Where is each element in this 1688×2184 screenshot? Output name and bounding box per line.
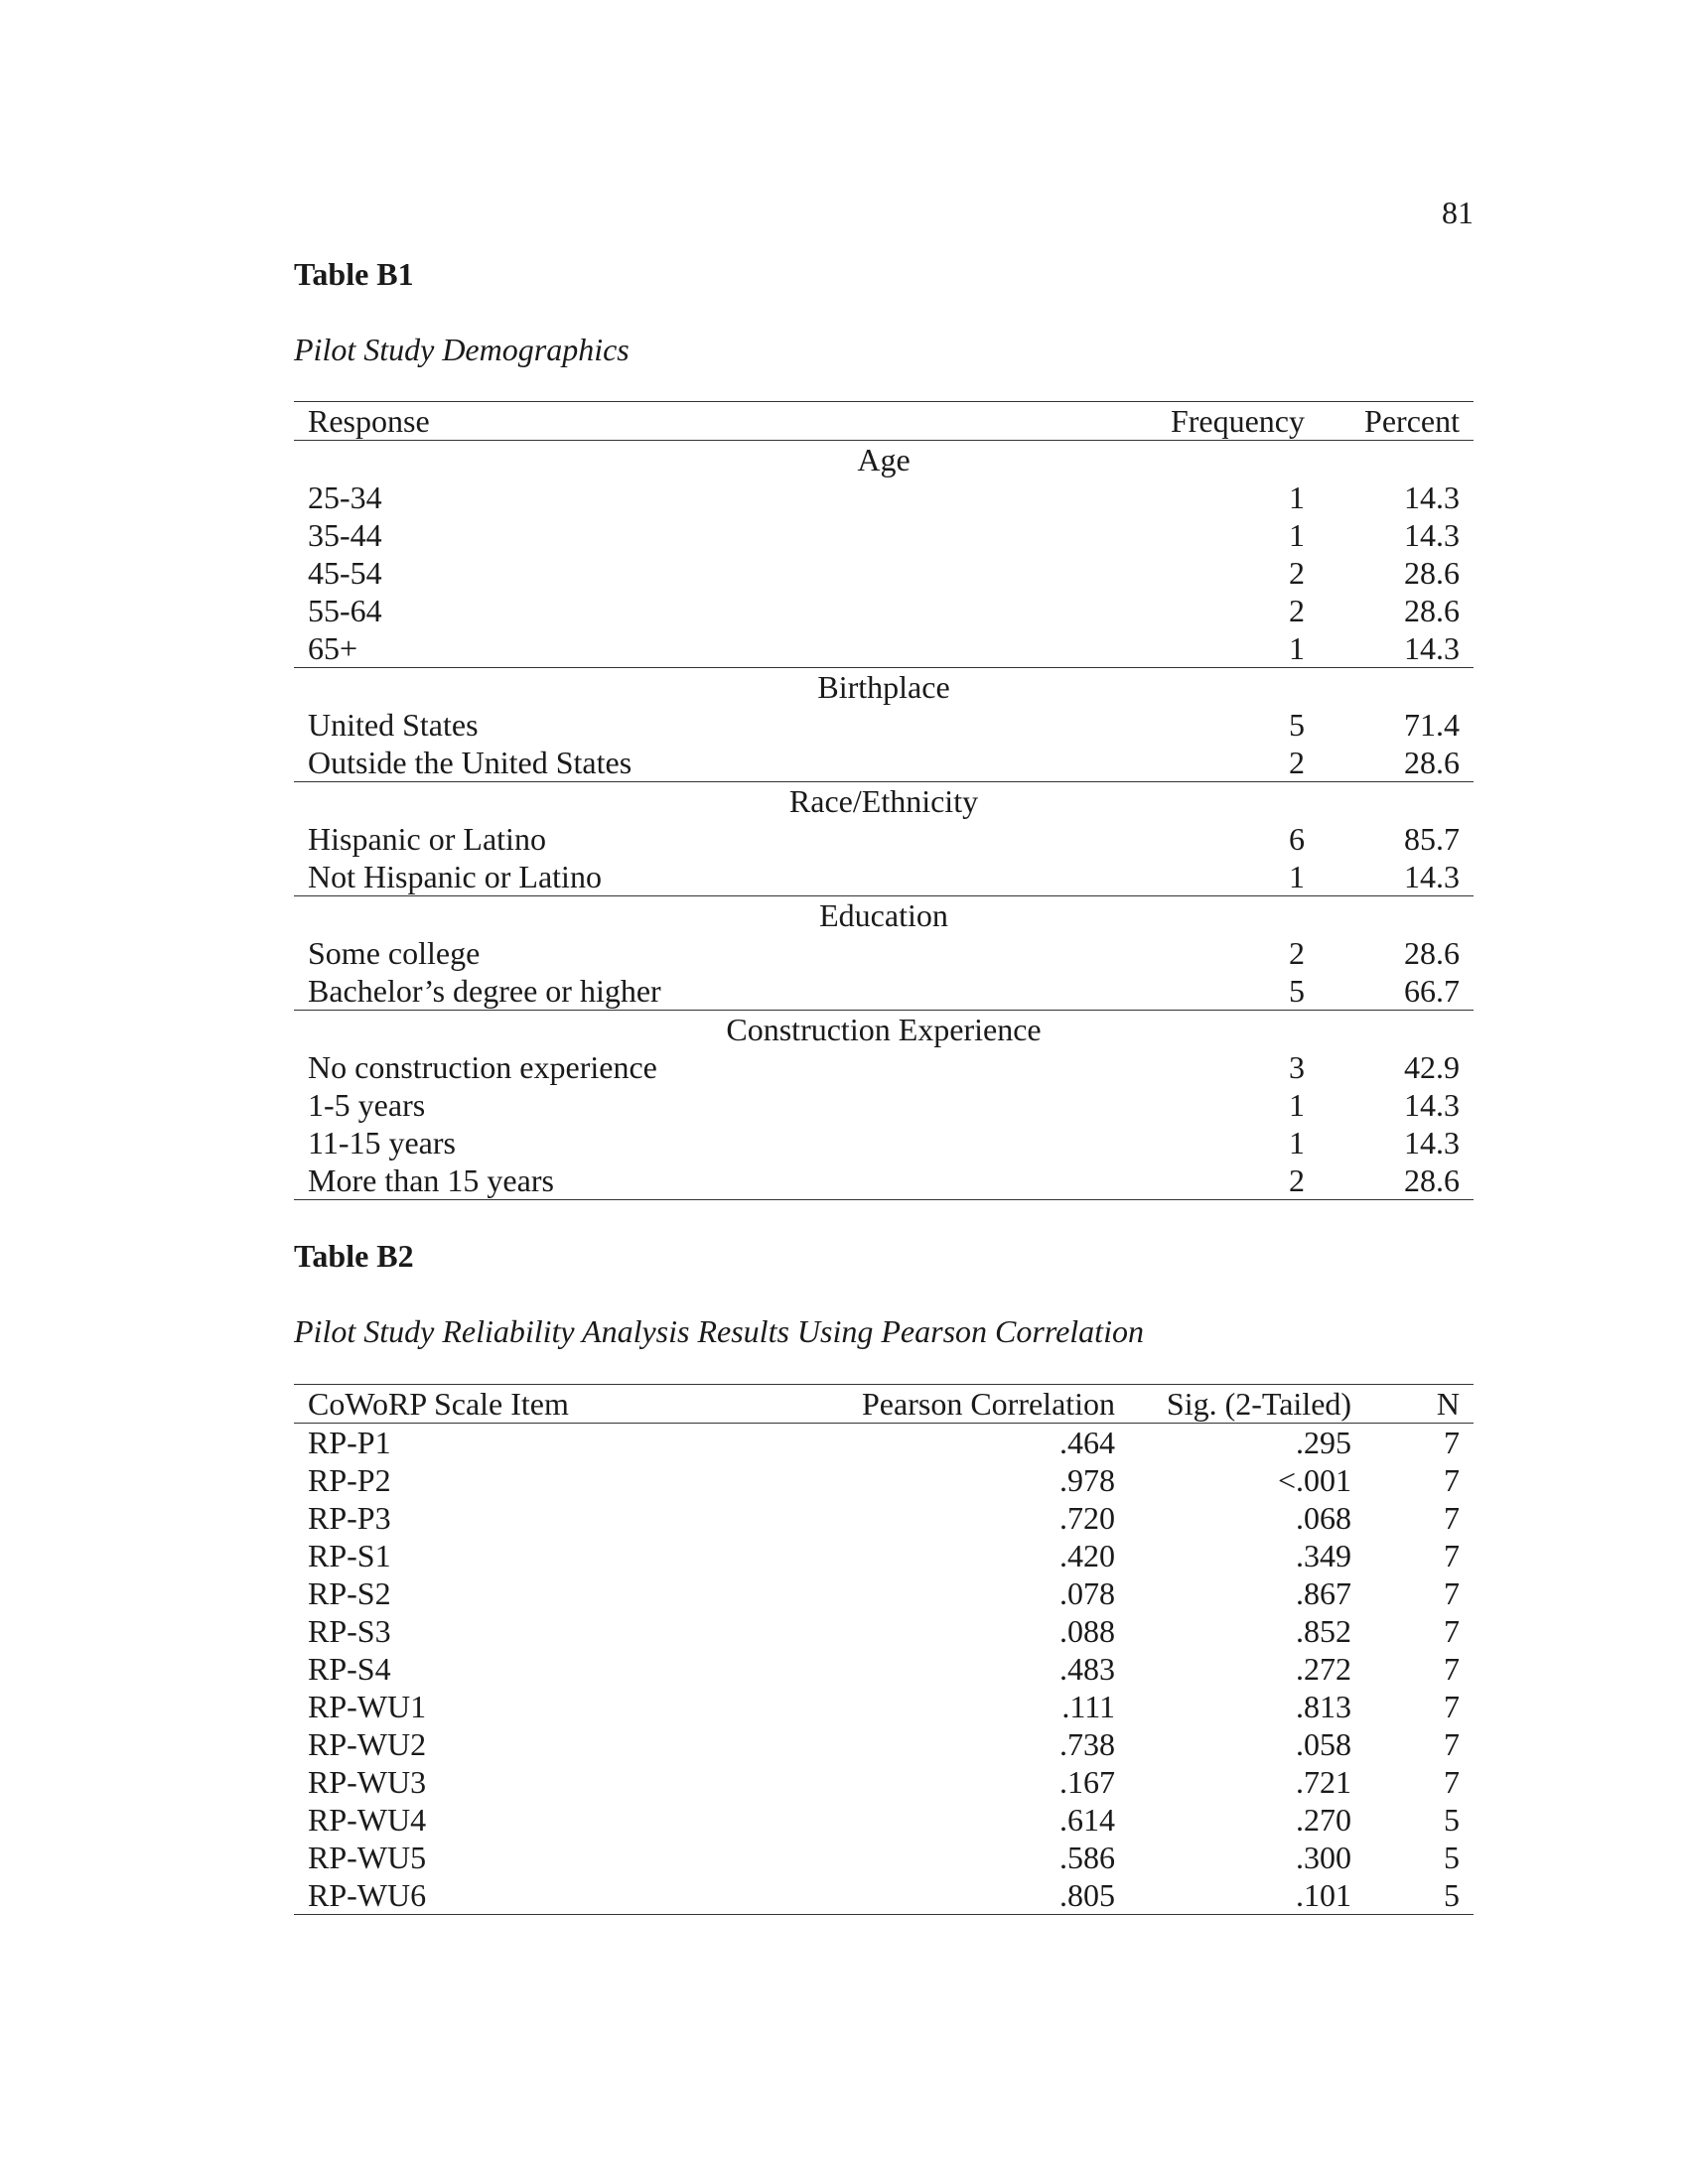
response-cell: More than 15 years (294, 1161, 1140, 1200)
pearson-cell: .420 (1059, 1538, 1116, 1573)
response-cell: Bachelor’s degree or higher (294, 972, 1140, 1011)
percent-cell: 66.7 (1319, 972, 1474, 1011)
group-header-row (294, 896, 1474, 935)
frequency-cell: 5 (1140, 972, 1319, 1011)
table-b2-title: Pilot Study Reliability Analysis Results Using Pearson Correlation (294, 1313, 1144, 1349)
response-cell: Not Hispanic or Latino (294, 858, 1140, 896)
pearson-cell: .078 (1059, 1575, 1116, 1611)
percent-cell: 42.9 (1404, 1049, 1460, 1085)
group-header-row (294, 668, 1474, 707)
n-cell: 7 (1444, 1689, 1460, 1724)
response-cell: Some college (308, 935, 481, 971)
table-b2-label: Table B2 (294, 1238, 414, 1274)
percent-cell: 14.3 (1404, 517, 1460, 553)
table-row (294, 1048, 1474, 1086)
pearson-cell: .167 (1059, 1764, 1116, 1800)
column-header-percent: Percent (1319, 402, 1474, 441)
scale-item-cell: RP-WU3 (308, 1764, 427, 1800)
table-row (294, 554, 1474, 592)
sig-cell: .058 (1296, 1726, 1352, 1762)
pearson-cell: .978 (1059, 1462, 1116, 1498)
scale-item-cell: RP-S1 (308, 1538, 391, 1573)
percent-cell: 85.7 (1404, 821, 1460, 857)
percent-cell: 14.3 (1404, 1087, 1460, 1123)
column-header-pearson-correlation: Pearson Correlation (848, 1385, 1129, 1424)
table-row (294, 1161, 1474, 1200)
frequency-cell: 2 (1140, 1161, 1319, 1200)
n-cell: 7 (1444, 1726, 1460, 1762)
frequency-cell: 1 (1289, 1087, 1305, 1123)
table-row (294, 629, 1474, 668)
response-cell: 1-5 years (308, 1087, 426, 1123)
percent-cell: 28.6 (1404, 555, 1460, 591)
percent-cell: 28.6 (1404, 935, 1460, 971)
n-cell: 7 (1444, 1613, 1460, 1649)
table-row (294, 516, 1474, 554)
column-header-scale-item: CoWoRP Scale Item (294, 1385, 848, 1424)
percent-cell: 14.3 (1319, 858, 1474, 896)
table-row (294, 1801, 1474, 1839)
table-row (294, 1574, 1474, 1612)
column-header-n: N (1365, 1385, 1474, 1424)
table-row (294, 1612, 1474, 1650)
frequency-cell: 1 (1140, 629, 1319, 668)
group-header-row (294, 441, 1474, 479)
scale-item-cell: RP-WU6 (294, 1876, 848, 1915)
group-header-row (294, 782, 1474, 821)
table-row (294, 706, 1474, 744)
sig-cell: .867 (1296, 1575, 1352, 1611)
table-row (294, 592, 1474, 629)
response-cell: No construction experience (308, 1049, 657, 1085)
table-header-row (294, 1385, 1474, 1424)
percent-cell: 28.6 (1404, 593, 1460, 628)
scale-item-cell: RP-WU2 (308, 1726, 427, 1762)
n-cell: 7 (1444, 1425, 1460, 1460)
sig-cell: .813 (1296, 1689, 1352, 1724)
frequency-cell: 1 (1289, 1125, 1305, 1160)
reliability-table-body (294, 1424, 1474, 1915)
table-row (294, 478, 1474, 516)
frequency-cell: 2 (1289, 593, 1305, 628)
scale-item-cell: RP-S4 (308, 1651, 391, 1687)
n-cell: 7 (1444, 1575, 1460, 1611)
n-cell: 5 (1444, 1840, 1460, 1875)
column-header-response: Response (294, 402, 1140, 441)
response-cell: 55-64 (308, 593, 382, 628)
scale-item-cell: RP-WU5 (308, 1840, 427, 1875)
n-cell: 5 (1365, 1876, 1474, 1915)
scale-item-cell: RP-P2 (308, 1462, 391, 1498)
pearson-cell: .738 (1059, 1726, 1116, 1762)
sig-cell: .852 (1296, 1613, 1352, 1649)
table-row (294, 1763, 1474, 1801)
frequency-cell: 3 (1289, 1049, 1305, 1085)
sig-cell: <.001 (1278, 1462, 1352, 1498)
response-cell: Outside the United States (294, 744, 1140, 782)
scale-item-cell: RP-S3 (308, 1613, 391, 1649)
group-header: Age (857, 442, 911, 478)
response-cell: Hispanic or Latino (308, 821, 546, 857)
pearson-cell: .483 (1059, 1651, 1116, 1687)
group-header: Education (819, 897, 948, 933)
column-header-sig: Sig. (2-Tailed) (1129, 1385, 1365, 1424)
percent-cell: 14.3 (1404, 479, 1460, 515)
response-cell: 25-34 (308, 479, 382, 515)
frequency-cell: 2 (1140, 744, 1319, 782)
pearson-cell: .464 (1059, 1425, 1116, 1460)
n-cell: 5 (1444, 1802, 1460, 1838)
demographics-table-body (294, 441, 1474, 1200)
frequency-cell: 2 (1289, 555, 1305, 591)
pearson-cell: .720 (1059, 1500, 1116, 1536)
response-cell: 35-44 (308, 517, 382, 553)
sig-cell: .272 (1296, 1651, 1352, 1687)
table-row (294, 934, 1474, 972)
frequency-cell: 1 (1289, 517, 1305, 553)
table-row (294, 1650, 1474, 1688)
table-row (294, 1424, 1474, 1462)
sig-cell: .721 (1296, 1764, 1352, 1800)
response-cell: United States (308, 707, 479, 743)
scale-item-cell: RP-P1 (308, 1425, 391, 1460)
frequency-cell: 1 (1140, 858, 1319, 896)
frequency-cell: 6 (1289, 821, 1305, 857)
group-header: Race/Ethnicity (788, 783, 979, 819)
pearson-cell: .088 (1059, 1613, 1116, 1649)
column-header-frequency: Frequency (1140, 402, 1319, 441)
sig-cell: .349 (1296, 1538, 1352, 1573)
pearson-cell: .111 (1061, 1689, 1116, 1724)
sig-cell: .270 (1296, 1802, 1352, 1838)
pearson-cell: .586 (1059, 1840, 1116, 1875)
group-header-row (294, 1011, 1474, 1049)
frequency-cell: 5 (1289, 707, 1305, 743)
table-header-row (294, 402, 1474, 441)
table-row (294, 1725, 1474, 1763)
table-b1-title: Pilot Study Demographics (294, 332, 630, 367)
frequency-cell: 1 (1289, 479, 1305, 515)
scale-item-cell: RP-S2 (308, 1575, 391, 1611)
response-cell: 45-54 (308, 555, 382, 591)
table-row (294, 1124, 1474, 1161)
table-row (294, 1537, 1474, 1574)
sig-cell: .068 (1296, 1500, 1352, 1536)
table-row (294, 1839, 1474, 1876)
percent-cell: 14.3 (1319, 629, 1474, 668)
table-row (294, 1876, 1474, 1915)
table-b1-label: Table B1 (294, 256, 414, 292)
frequency-cell: 2 (1289, 935, 1305, 971)
table-row (294, 1499, 1474, 1537)
sig-cell: .300 (1296, 1840, 1352, 1875)
percent-cell: 71.4 (1404, 707, 1460, 743)
table-row (294, 1461, 1474, 1499)
demographics-table (294, 401, 1474, 1200)
scale-item-cell: RP-P3 (308, 1500, 391, 1536)
scale-item-cell: RP-WU4 (308, 1802, 427, 1838)
n-cell: 7 (1444, 1500, 1460, 1536)
reliability-table (294, 1384, 1474, 1915)
response-cell: 11-15 years (308, 1125, 456, 1160)
table-row (294, 744, 1474, 782)
n-cell: 7 (1444, 1538, 1460, 1573)
n-cell: 7 (1444, 1462, 1460, 1498)
group-header: Birthplace (817, 669, 950, 705)
scale-item-cell: RP-WU1 (308, 1689, 427, 1724)
sig-cell: .101 (1129, 1876, 1365, 1915)
table-row (294, 1688, 1474, 1725)
table-row (294, 820, 1474, 858)
page-number: 81 (1442, 195, 1474, 230)
percent-cell: 28.6 (1319, 744, 1474, 782)
group-header: Construction Experience (726, 1012, 1042, 1047)
percent-cell: 14.3 (1404, 1125, 1460, 1160)
sig-cell: .295 (1296, 1425, 1352, 1460)
response-cell: 65+ (294, 629, 1140, 668)
table-row (294, 858, 1474, 896)
n-cell: 7 (1444, 1764, 1460, 1800)
pearson-cell: .614 (1059, 1802, 1116, 1838)
percent-cell: 28.6 (1319, 1161, 1474, 1200)
table-row (294, 1086, 1474, 1124)
table-row (294, 972, 1474, 1011)
n-cell: 7 (1444, 1651, 1460, 1687)
pearson-cell: .805 (848, 1876, 1129, 1915)
